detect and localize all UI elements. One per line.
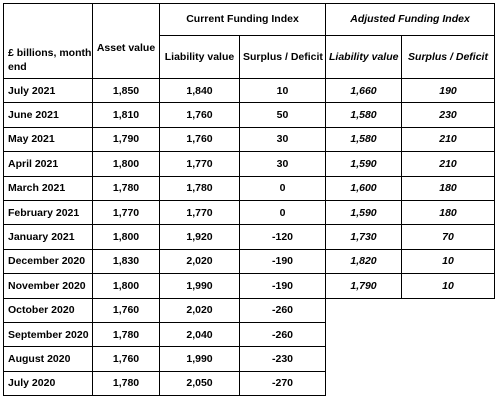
current-liability-cell: 1,990 [160, 347, 240, 371]
month-cell: October 2020 [4, 298, 93, 322]
table-row [4, 371, 495, 395]
current-funding-index-header: Current Funding Index [160, 4, 326, 36]
asset-value-cell: 1,800 [93, 152, 160, 176]
adjusted-liability-cell: 1,790 [326, 274, 402, 298]
month-cell: July 2020 [4, 371, 93, 395]
current-liability-cell: 2,020 [160, 249, 240, 273]
adjusted-surplus-cell: 210 [402, 127, 495, 151]
current-surplus-cell: 0 [240, 176, 326, 200]
table-row [4, 274, 495, 298]
empty-cell [326, 371, 495, 395]
month-cell: August 2020 [4, 347, 93, 371]
current-surplus-cell: -190 [240, 249, 326, 273]
asset-value-cell: 1,780 [93, 371, 160, 395]
current-surplus-cell: 50 [240, 103, 326, 127]
current-surplus-cell: 30 [240, 127, 326, 151]
asset-value-cell: 1,850 [93, 79, 160, 103]
asset-value-cell: 1,770 [93, 200, 160, 224]
asset-value-cell: 1,810 [93, 103, 160, 127]
month-cell: December 2020 [4, 249, 93, 273]
adjusted-surplus-cell: 190 [402, 79, 495, 103]
adjusted-funding-index-header: Adjusted Funding Index [326, 4, 495, 36]
current-surplus-cell: -260 [240, 322, 326, 346]
adjusted-surplus-cell: 180 [402, 200, 495, 224]
funding-index-table [3, 3, 495, 396]
table-row [4, 200, 495, 224]
current-liability-cell: 1,760 [160, 103, 240, 127]
table-row [4, 103, 495, 127]
table-row [4, 152, 495, 176]
adjusted-surplus-cell: 180 [402, 176, 495, 200]
adjusted-surplus-cell: 210 [402, 152, 495, 176]
current-liability-cell: 2,020 [160, 298, 240, 322]
adjusted-liability-cell: 1,590 [326, 200, 402, 224]
current-surplus-cell: -190 [240, 274, 326, 298]
current-liability-cell: 1,770 [160, 200, 240, 224]
table-row [4, 347, 495, 371]
group-header-row [4, 4, 495, 36]
table-row [4, 79, 495, 103]
current-liability-cell: 1,780 [160, 176, 240, 200]
month-cell: May 2021 [4, 127, 93, 151]
adjusted-surplus-cell: 230 [402, 103, 495, 127]
asset-value-cell: 1,760 [93, 347, 160, 371]
asset-value-header: Asset value [93, 4, 160, 79]
empty-cell [326, 298, 495, 322]
current-liability-cell: 2,050 [160, 371, 240, 395]
corner-label: £ billions, month end [4, 4, 93, 79]
asset-value-cell: 1,830 [93, 249, 160, 273]
empty-cell [326, 322, 495, 346]
month-cell: June 2021 [4, 103, 93, 127]
table-row [4, 298, 495, 322]
asset-value-cell: 1,790 [93, 127, 160, 151]
table-row [4, 249, 495, 273]
current-surplus-cell: -120 [240, 225, 326, 249]
current-surplus-cell: 0 [240, 200, 326, 224]
table-row [4, 322, 495, 346]
month-cell: February 2021 [4, 200, 93, 224]
current-liability-header: Liability value [160, 35, 240, 78]
current-liability-cell: 1,840 [160, 79, 240, 103]
asset-value-cell: 1,800 [93, 225, 160, 249]
current-surplus-cell: -260 [240, 298, 326, 322]
adjusted-liability-cell: 1,820 [326, 249, 402, 273]
asset-value-cell: 1,780 [93, 322, 160, 346]
month-cell: January 2021 [4, 225, 93, 249]
current-surplus-cell: 10 [240, 79, 326, 103]
table-row [4, 225, 495, 249]
current-liability-cell: 1,990 [160, 274, 240, 298]
asset-value-cell: 1,800 [93, 274, 160, 298]
current-surplus-cell: -270 [240, 371, 326, 395]
current-liability-cell: 1,760 [160, 127, 240, 151]
adjusted-liability-cell: 1,590 [326, 152, 402, 176]
current-liability-cell: 1,770 [160, 152, 240, 176]
table-row [4, 127, 495, 151]
month-cell: April 2021 [4, 152, 93, 176]
empty-cell [326, 347, 495, 371]
month-cell: September 2020 [4, 322, 93, 346]
adjusted-liability-header: Liability value [326, 35, 402, 78]
adjusted-liability-cell: 1,600 [326, 176, 402, 200]
current-liability-cell: 2,040 [160, 322, 240, 346]
asset-value-cell: 1,760 [93, 298, 160, 322]
adjusted-liability-cell: 1,660 [326, 79, 402, 103]
current-surplus-cell: 30 [240, 152, 326, 176]
adjusted-surplus-cell: 10 [402, 274, 495, 298]
current-liability-cell: 1,920 [160, 225, 240, 249]
month-cell: July 2021 [4, 79, 93, 103]
month-cell: November 2020 [4, 274, 93, 298]
month-cell: March 2021 [4, 176, 93, 200]
current-surplus-cell: -230 [240, 347, 326, 371]
table-body [4, 79, 495, 396]
adjusted-liability-cell: 1,730 [326, 225, 402, 249]
current-surplus-header: Surplus / Deficit [240, 35, 326, 78]
adjusted-surplus-cell: 10 [402, 249, 495, 273]
adjusted-surplus-cell: 70 [402, 225, 495, 249]
adjusted-surplus-header: Surplus / Deficit [402, 35, 495, 78]
asset-value-cell: 1,780 [93, 176, 160, 200]
adjusted-liability-cell: 1,580 [326, 127, 402, 151]
adjusted-liability-cell: 1,580 [326, 103, 402, 127]
table-row [4, 176, 495, 200]
